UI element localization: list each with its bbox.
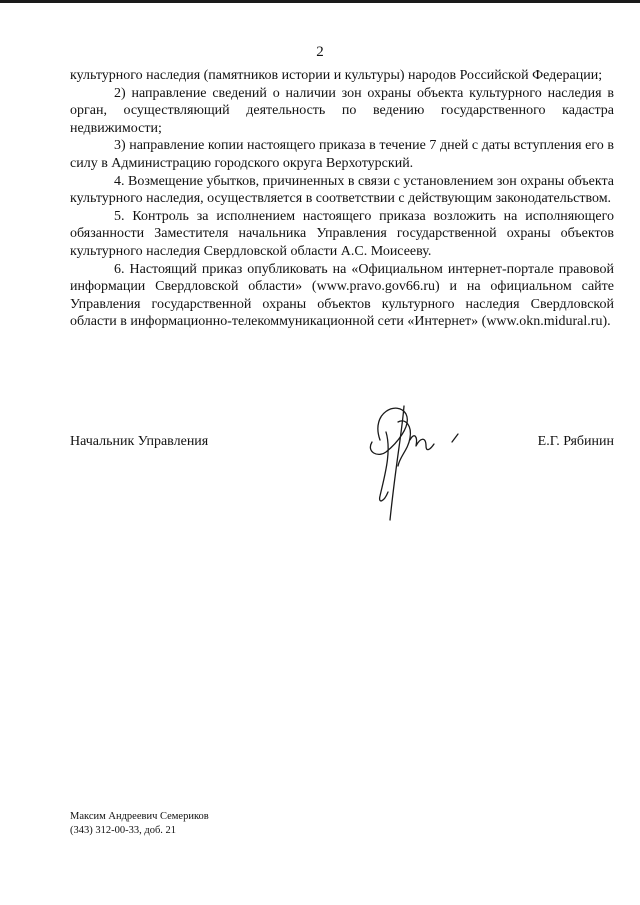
scan-top-edge bbox=[0, 0, 640, 3]
signer-position: Начальник Управления bbox=[70, 434, 209, 449]
paragraph-item-5: 5. Контроль за исполнением настоящего приказа возложить на исполняющего обязанности Заместителя начальника Управления государственной охраны объектов культурного наследия Свердловской области А.С. Моисееву. bbox=[70, 208, 614, 259]
paragraph-continuation: культурного наследия (памятников истории и культуры) народов Российской Федерации; bbox=[70, 68, 603, 83]
paragraph-item-2: 2) направление сведений о наличии зон охраны объекта культурного наследия в орган, осуществляющий деятельность по ведению государственного кадастра недвижимости; bbox=[70, 85, 614, 136]
page-number: 2 bbox=[316, 44, 324, 60]
contact-block bbox=[70, 810, 209, 837]
paragraph-item-4: 4. Возмещение убытков, причиненных в связи с установлением зон охраны объекта культурного наследия, осуществляется в соответствии с действующим законодательством. bbox=[70, 173, 614, 207]
contact-name: Максим Андреевич Семериков bbox=[70, 811, 209, 822]
signer-name: Е.Г. Рябинин bbox=[537, 434, 614, 449]
paragraph-item-3: 3) направление копии настоящего приказа в течение 7 дней с даты вступления его в силу в Администрацию городского округа Верхотурский. bbox=[70, 138, 614, 171]
handwritten-signature-icon bbox=[340, 392, 470, 528]
contact-phone: (343) 312-00-33, доб. 21 bbox=[70, 824, 177, 836]
paragraph-item-6: 6. Настоящий приказ опубликовать на «Официальном интернет-портале правовой информации Свердловской области» (www.pravo.gov66.ru) и на официальном сайте Управления государственной охраны объектов культурного наследия Свердловской области в информационно-телекоммуникационной сети «Интернет» (www.okn.midural.ru). bbox=[70, 261, 614, 330]
signature-block bbox=[70, 434, 614, 454]
document-body bbox=[70, 67, 614, 331]
